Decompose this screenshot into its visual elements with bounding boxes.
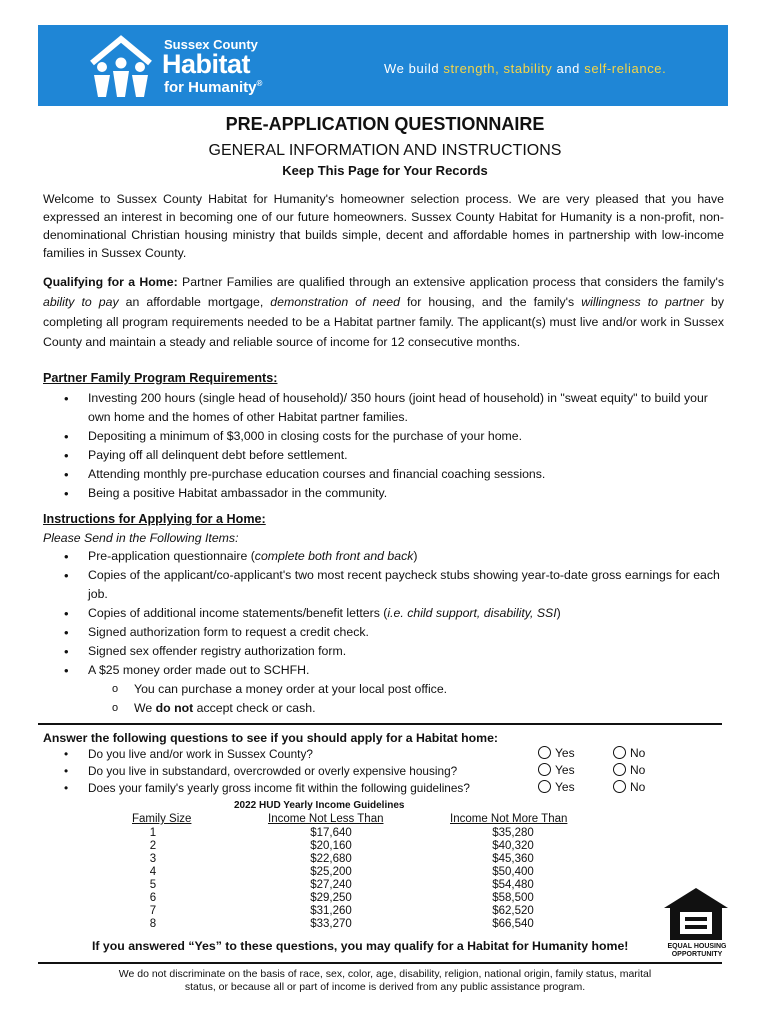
tagline: We build strength, stability and self-reliance. [384,61,667,76]
list-item: • Paying off all delinquent debt before settlement. [62,446,724,465]
table-cell: $40,320 [492,840,534,852]
table-cell: $54,480 [492,879,534,891]
table-cell: $29,250 [310,892,352,904]
table-cell: 8 [149,918,157,930]
radio-circle-icon [613,780,626,793]
keep-records-note: Keep This Page for Your Records [282,163,488,178]
welcome-paragraph: Welcome to Sussex County Habitat for Humanity's homeowner selection process. We are very pleased that you have expressed an interest in becoming one of our future homeowners. Sussex County Habitat for Humanity is a non-profit, non-denominational Christian housing ministry that builds simple, decent and affordable homes in partnership with low-income families in Sussex County. [43,192,724,260]
page-title: PRE-APPLICATION QUESTIONNAIRE [225,114,545,134]
table-cell: 6 [149,892,157,904]
radio-circle-icon [538,763,551,776]
max-income-header: Income Not More Than [450,813,568,825]
min-income-header: Income Not Less Than [268,813,384,825]
list-item: • Signed sex offender registry authorization form. [62,642,724,661]
min-income-column [296,827,366,931]
radio-circle-icon [613,763,626,776]
table-cell: $27,240 [310,879,352,891]
radio-circle-icon [538,746,551,759]
table-cell: $31,260 [310,905,352,917]
table-cell: $62,520 [492,905,534,917]
question-text: Do you live in substandard, overcrowded or overly expensive housing? [88,764,458,778]
table-cell: $35,280 [492,827,534,839]
section-divider [38,723,722,725]
table-cell: $22,680 [310,853,352,865]
list-item: • Signed authorization form to request a credit check. [62,623,724,642]
instructions-heading: Instructions for Applying for a Home: [43,512,266,526]
logo-for-humanity: for Humanity® [164,79,263,96]
q2-no-radio[interactable]: No [613,763,645,777]
question-text: Do you live and/or work in Sussex County? [88,747,313,761]
table-cell: 3 [149,853,157,865]
list-item: • Copies of the applicant/co-applicant's two most recent paycheck stubs showing year-to-date gross earnings for each job. [62,566,724,604]
list-item: • Depositing a minimum of $3,000 in closing costs for the purchase of your home. [62,427,724,446]
list-item: o You can purchase a money order at your local post office. [112,680,724,699]
max-income-column [478,827,548,931]
family-size-header: Family Size [132,813,192,825]
q3-yes-radio[interactable]: Yes [538,780,575,794]
q1-no-radio[interactable]: No [613,746,645,760]
radio-circle-icon [538,780,551,793]
list-item: • Attending monthly pre-purchase education courses and financial coaching sessions. [62,465,724,484]
equal-housing-label: EQUAL HOUSING OPPORTUNITY [667,943,727,958]
qualifying-paragraph: Qualifying for a Home: Partner Families are qualified through an extensive application process that considers the family's ability to pay an affordable mortgage, demonstration of need for housing, and the family's willingness to partner by completing all program requirements needed to be a Habitat partner family. The applicant(s) must live and/or work in Sussex County and maintain a steady and reliable source of income for 12 consecutive months. [43,275,725,349]
list-item: • Copies of additional income statements/benefit letters (i.e. child support, disability, SSI) [62,604,724,623]
family-size-column [130,827,176,931]
income-guidelines-title: 2022 HUD Yearly Income Guidelines [234,800,405,811]
header-banner [38,25,728,106]
table-cell: $58,500 [492,892,534,904]
footer-divider [38,962,722,964]
list-item: • Investing 200 hours (single head of household)/ 350 hours (joint head of household) in "sweat equity" to build your own home and the homes of other Habitat partner families. [62,389,724,427]
table-cell: 5 [149,879,157,891]
table-cell: $17,640 [310,827,352,839]
equal-housing-icon [662,886,730,942]
logo-habitat: Habitat [162,49,251,79]
q2-yes-radio[interactable]: Yes [538,763,575,777]
requirements-list [62,389,724,503]
instructions-list [62,547,724,718]
table-cell: $20,160 [310,840,352,852]
money-order-sublist [112,680,724,718]
table-cell: $50,400 [492,866,534,878]
questions-heading: Answer the following questions to see if you should apply for a Habitat home: [43,731,499,745]
q3-no-radio[interactable]: No [613,780,645,794]
q1-yes-radio[interactable]: Yes [538,746,575,760]
table-cell: $25,200 [310,866,352,878]
table-cell: 1 [149,827,157,839]
question-text: Does your family's yearly gross income fit within the following guidelines? [88,781,470,795]
requirements-heading: Partner Family Program Requirements: [43,371,278,385]
instructions-intro: Please Send in the Following Items: [43,531,239,545]
list-item: • A $25 money order made out to SCHFH. o You can purchase a money order at your local post office. o We do not accept check or cash. [62,661,724,718]
qualify-note: If you answered “Yes” to these questions, you may qualify for a Habitat for Humanity home! [92,939,629,953]
table-cell: $33,270 [310,918,352,930]
table-cell: $45,360 [492,853,534,865]
logo-sussex-county: Sussex County [164,37,258,52]
non-discrimination-disclaimer: We do not discriminate on the basis of race, sex, color, age, disability, religion, national origin, family status, marital status, or because all or part of income is derived from any public assistance program. [118,968,652,993]
list-item: o We do not accept check or cash. [112,699,724,718]
list-item: • Pre-application questionnaire (complete both front and back) [62,547,724,566]
table-cell: 7 [149,905,157,917]
table-cell: $66,540 [492,918,534,930]
radio-circle-icon [613,746,626,759]
page-subtitle: GENERAL INFORMATION AND INSTRUCTIONS [208,142,562,159]
table-cell: 4 [149,866,157,878]
table-cell: 2 [149,840,157,852]
list-item: • Being a positive Habitat ambassador in the community. [62,484,724,503]
habitat-logo-icon [88,33,154,99]
